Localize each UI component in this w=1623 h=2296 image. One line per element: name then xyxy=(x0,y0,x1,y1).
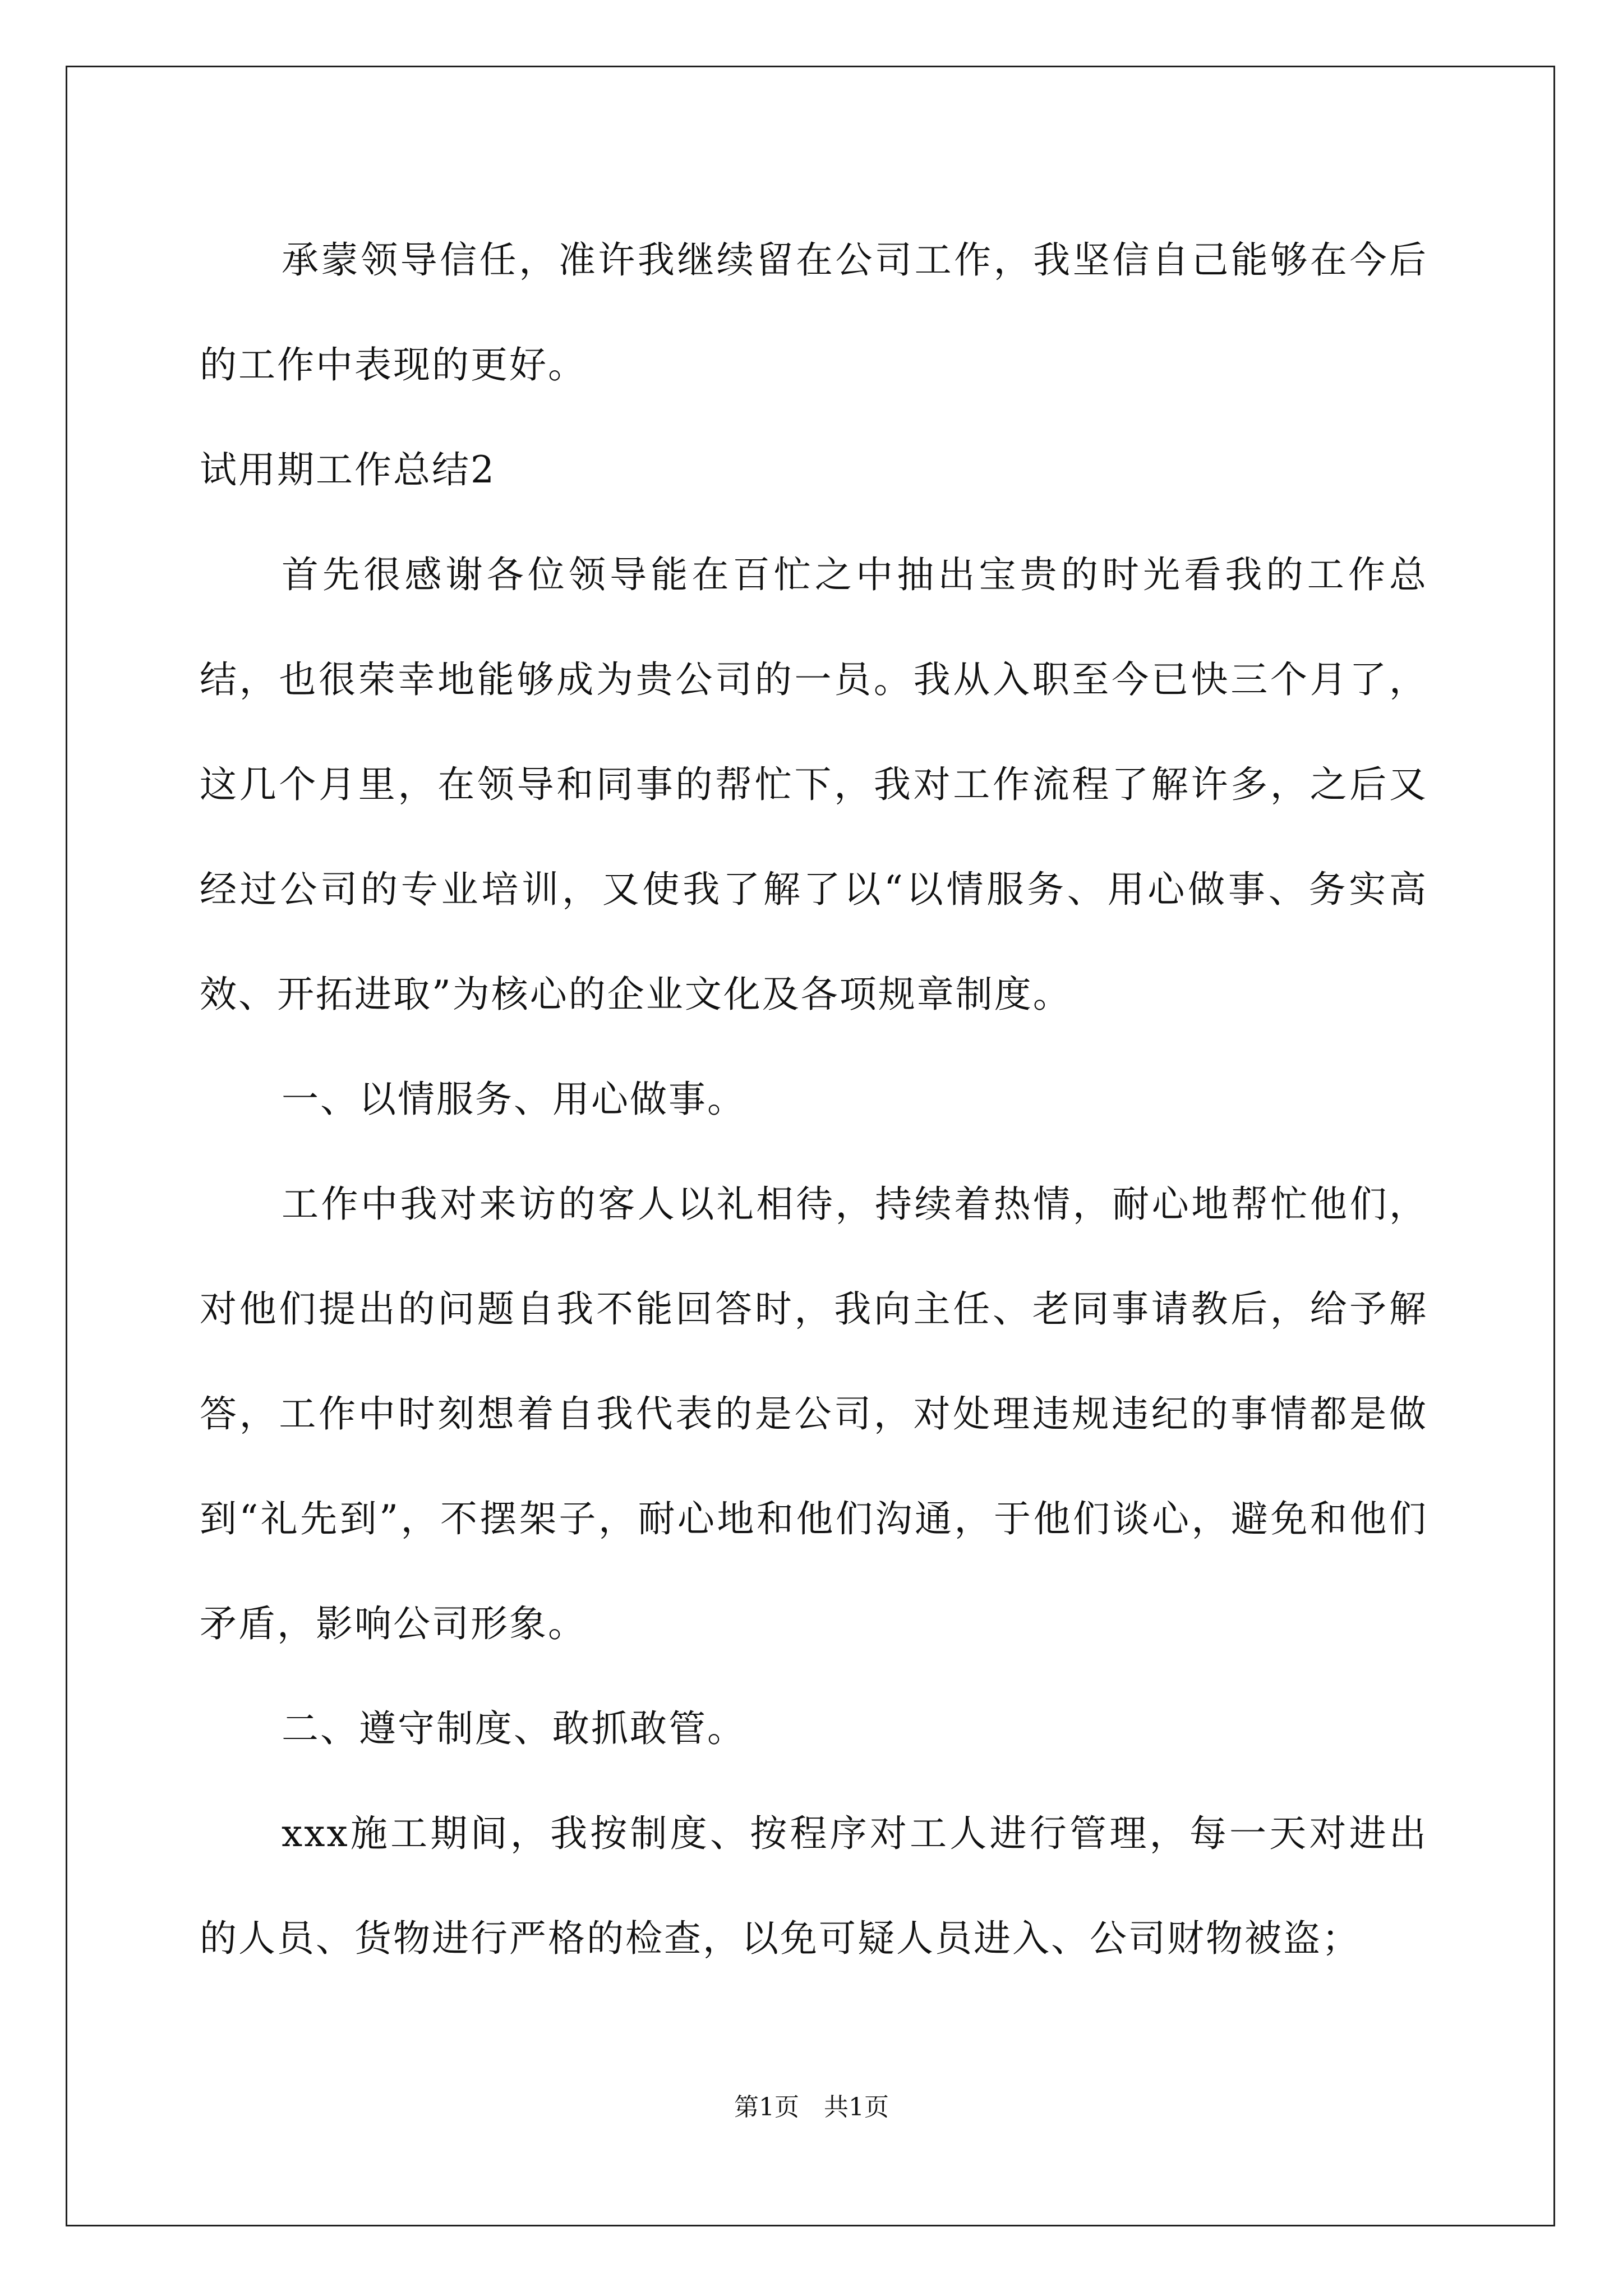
paragraph: 工作中我对来访的客人以礼相待，持续着热情，耐心地帮忙他们，对他们提出的问题自我不能回答时，我向主任、老同事请教后，给予解答，工作中时刻想着自我代表的是公司，对处理违规违纪的事情都是做到“礼先到”，不摆架子，耐心地和他们沟通，于他们谈心，避免和他们矛盾，影响公司形象。 xyxy=(200,1182,1428,1645)
section-title: 试用期工作总结2 xyxy=(200,448,496,491)
section-heading: 二、遵守制度、敢抓敢管。 xyxy=(282,1707,746,1750)
paragraph: 承蒙领导信任，准许我继续留在公司工作，我坚信自己能够在今后的工作中表现的更好。 xyxy=(200,238,1428,386)
paragraph: 首先很感谢各位领导能在百忙之中抽出宝贵的时光看我的工作总结，也很荣幸地能够成为贵公司的一员。我从入职至今已快三个月了，这几个月里，在领导和同事的帮忙下，我对工作流程了解许多，之后又经过公司的专业培训，又使我了解了以“以情服务、用心做事、务实高效、开拓进取”为核心的企业文化及各项规章制度。 xyxy=(200,553,1428,1016)
page-footer: 第1页 共1页 xyxy=(734,2093,889,2122)
document-body xyxy=(200,208,1428,1991)
section-heading: 一、以情服务、用心做事。 xyxy=(282,1078,746,1121)
paragraph: xxx施工期间，我按制度、按程序对工人进行管理，每一天对进出的人员、货物进行严格的检查，以免可疑人员进入、公司财物被盗； xyxy=(200,1812,1428,1960)
